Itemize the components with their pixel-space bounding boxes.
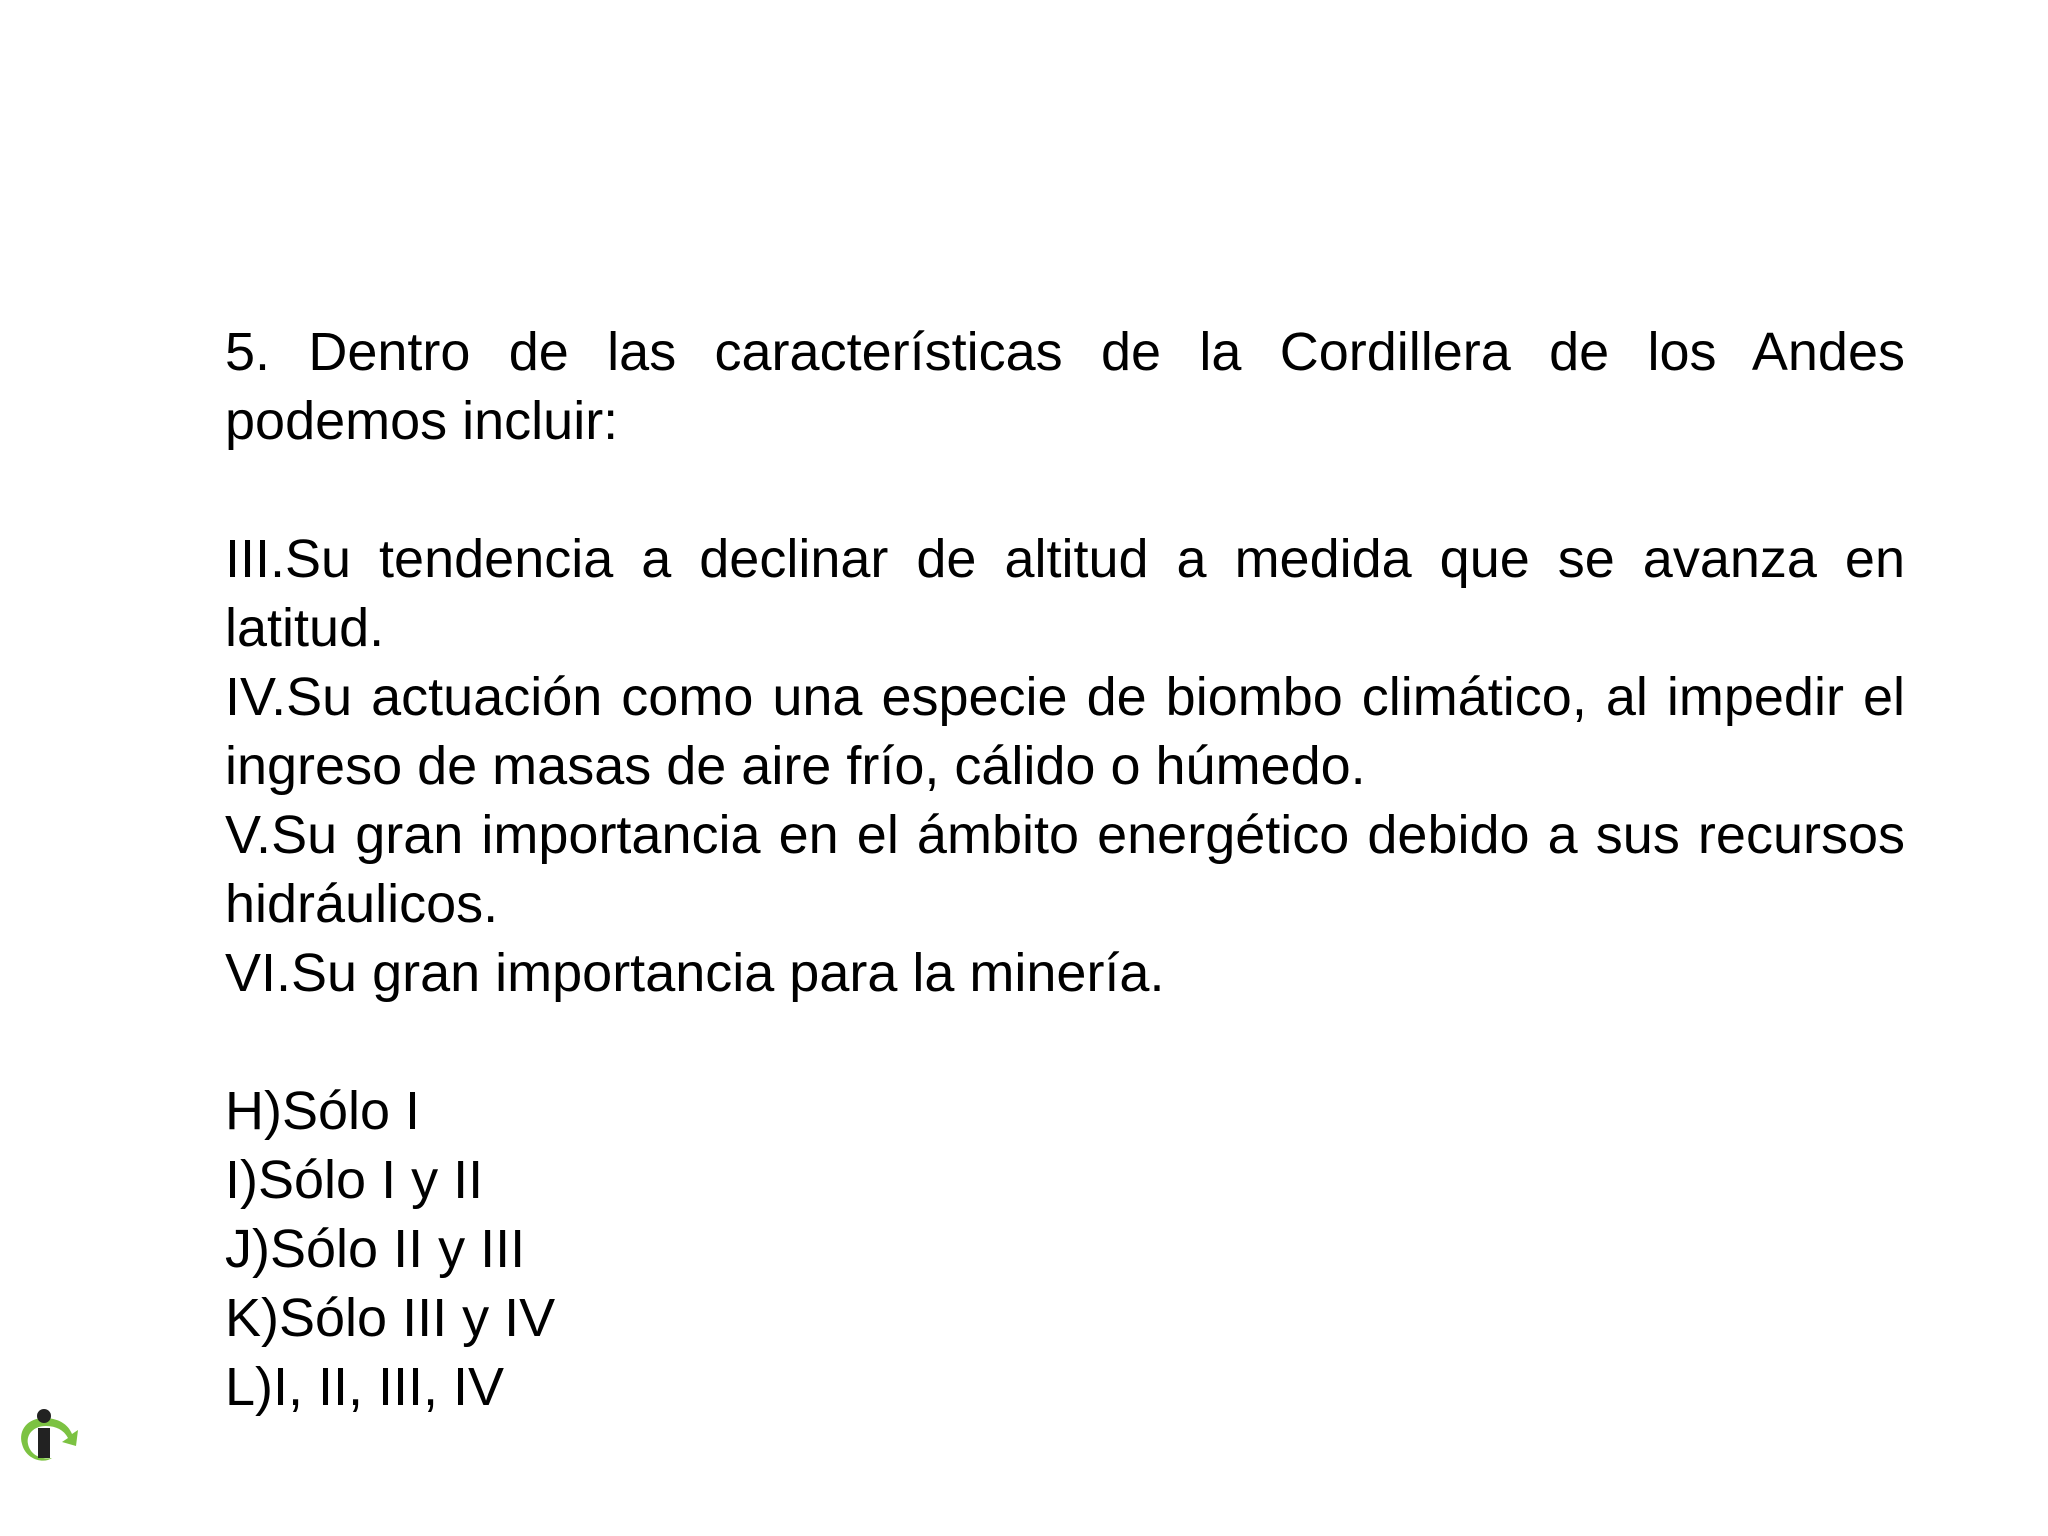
- statement-vi: VI.Su gran importancia para la minería.: [225, 943, 1165, 1003]
- spacer: [225, 1008, 1905, 1077]
- spacer: [225, 456, 1905, 525]
- statement-v: V.Su gran importancia en el ámbito energético debido a sus recursos hidráulicos.: [225, 805, 1905, 934]
- option-l: L)I, II, III, IV: [225, 1357, 505, 1417]
- statement-iii: III.Su tendencia a declinar de altitud a medida que se avanza en latitud.: [225, 529, 1905, 658]
- question-stem: 5. Dentro de las características de la Cordillera de los Andes podemos incluir:: [225, 322, 1905, 451]
- statement-iv: IV.Su actuación como una especie de biombo climático, al impedir el ingreso de masas de aire frío, cálido o húmedo.: [225, 667, 1905, 796]
- question-block: [225, 318, 1905, 1422]
- option-k: K)Sólo III y IV: [225, 1288, 556, 1348]
- info-i-icon: [14, 1406, 86, 1470]
- option-i: I)Sólo I y II: [225, 1150, 484, 1210]
- option-j: J)Sólo II y III: [225, 1219, 526, 1279]
- option-h: H)Sólo I: [225, 1081, 421, 1141]
